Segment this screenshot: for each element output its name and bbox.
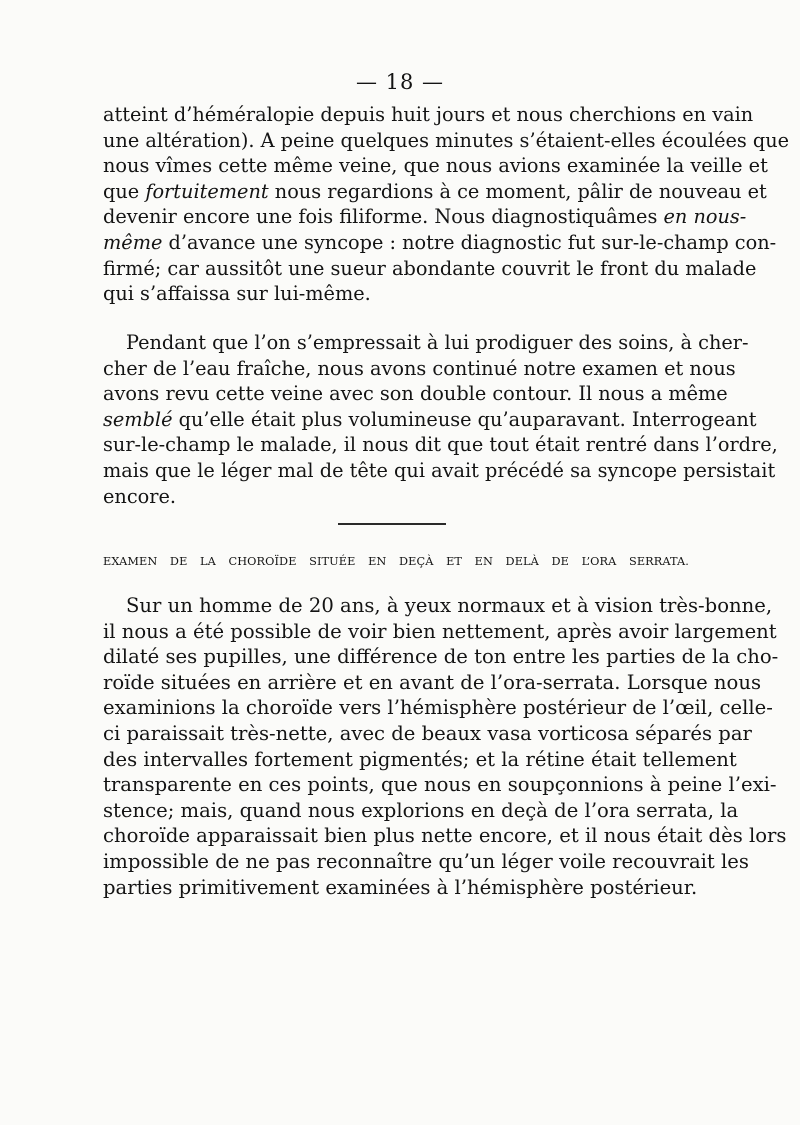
italic-fortuitement: fortuitement bbox=[145, 179, 269, 203]
text-line bbox=[103, 407, 757, 433]
text-fragment: qu’elle était plus volumineuse qu’auparavant. Interrogeant bbox=[172, 407, 757, 431]
text-line: nous vîmes cette même veine, que nous avions examinée la veille et bbox=[103, 154, 768, 178]
text-line: sur-le-champ le malade, il nous dit que tout était rentré dans l’ordre, bbox=[103, 433, 778, 457]
section-heading: EXAMEN DE LA CHOROÏDE SITUÉE EN DEÇÀ ET EN DELÀ DE L’ORA SERRATA. bbox=[103, 555, 689, 568]
text-line: examinions la choroïde vers l’hémisphère postérieur de l’œil, celle- bbox=[103, 696, 773, 720]
page-number: — 18 — bbox=[355, 70, 445, 94]
text-fragment: devenir encore une fois filiforme. Nous diagnostiquâmes bbox=[103, 205, 664, 229]
text-line: des intervalles fortement pigmentés; et la rétine était tellement bbox=[103, 747, 737, 771]
italic-en-nous: en nous- bbox=[663, 205, 747, 229]
text-line: firmé; car aussitôt une sueur abondante couvrit le front du malade bbox=[103, 256, 757, 280]
text-line: mais que le léger mal de tête qui avait précédé sa syncope persistait bbox=[103, 458, 776, 482]
text-line: roïde situées en arrière et en avant de l’ora-serrata. Lorsque nous bbox=[103, 670, 761, 694]
text-line: choroïde apparaissait bien plus nette encore, et il nous était dès lors bbox=[103, 824, 787, 848]
text-line: Pendant que l’on s’empressait à lui prodiguer des soins, à cher- bbox=[126, 331, 749, 354]
text-fragment: nous regardions à ce moment, pâlir de nouveau et bbox=[268, 179, 767, 203]
text-line: dilaté ses pupilles, une différence de ton entre les parties de la cho- bbox=[103, 645, 779, 669]
italic-meme: même bbox=[103, 230, 163, 254]
text-line: atteint d’héméralopie depuis huit jours et nous cherchions en vain bbox=[103, 103, 754, 126]
text-line: Sur un homme de 20 ans, à yeux normaux et à vision très-bonne, bbox=[126, 594, 773, 617]
text-line bbox=[103, 204, 747, 230]
paragraph-examen bbox=[103, 593, 787, 900]
text-line: stence; mais, quand nous explorions en deçà de l’ora serrata, la bbox=[103, 798, 739, 822]
text-line: ci paraissait très-nette, avec de beaux vasa vorticosa séparés par bbox=[103, 721, 752, 745]
text-line: transparente en ces points, que nous en soupçonnions à peine l’exi- bbox=[103, 773, 777, 797]
text-fragment: que bbox=[103, 179, 146, 203]
text-line: impossible de ne pas reconnaître qu’un léger voile recouvrait les bbox=[103, 849, 749, 873]
text-line: qui s’affaissa sur lui-même. bbox=[103, 282, 371, 306]
text-line: cher de l’eau fraîche, nous avons continué notre examen et nous bbox=[103, 356, 736, 380]
text-line: une altération). A peine quelques minutes s’étaient-elles écoulées que bbox=[103, 128, 790, 152]
text-fragment: d’avance une syncope : notre diagnostic fut sur-le-champ con- bbox=[162, 230, 777, 254]
text-line: parties primitivement examinées à l’hémisphère postérieur. bbox=[103, 875, 698, 899]
text-line: avons revu cette veine avec son double contour. Il nous a même bbox=[103, 382, 728, 406]
text-line: il nous a été possible de voir bien nettement, après avoir largement bbox=[103, 619, 777, 643]
paragraph-pendant bbox=[103, 330, 778, 509]
italic-semble: semblé bbox=[103, 407, 173, 431]
paragraph-continuation bbox=[103, 102, 790, 307]
text-line: encore. bbox=[103, 484, 176, 508]
section-divider bbox=[338, 523, 446, 525]
text-line bbox=[103, 179, 767, 205]
text-line bbox=[103, 230, 777, 256]
